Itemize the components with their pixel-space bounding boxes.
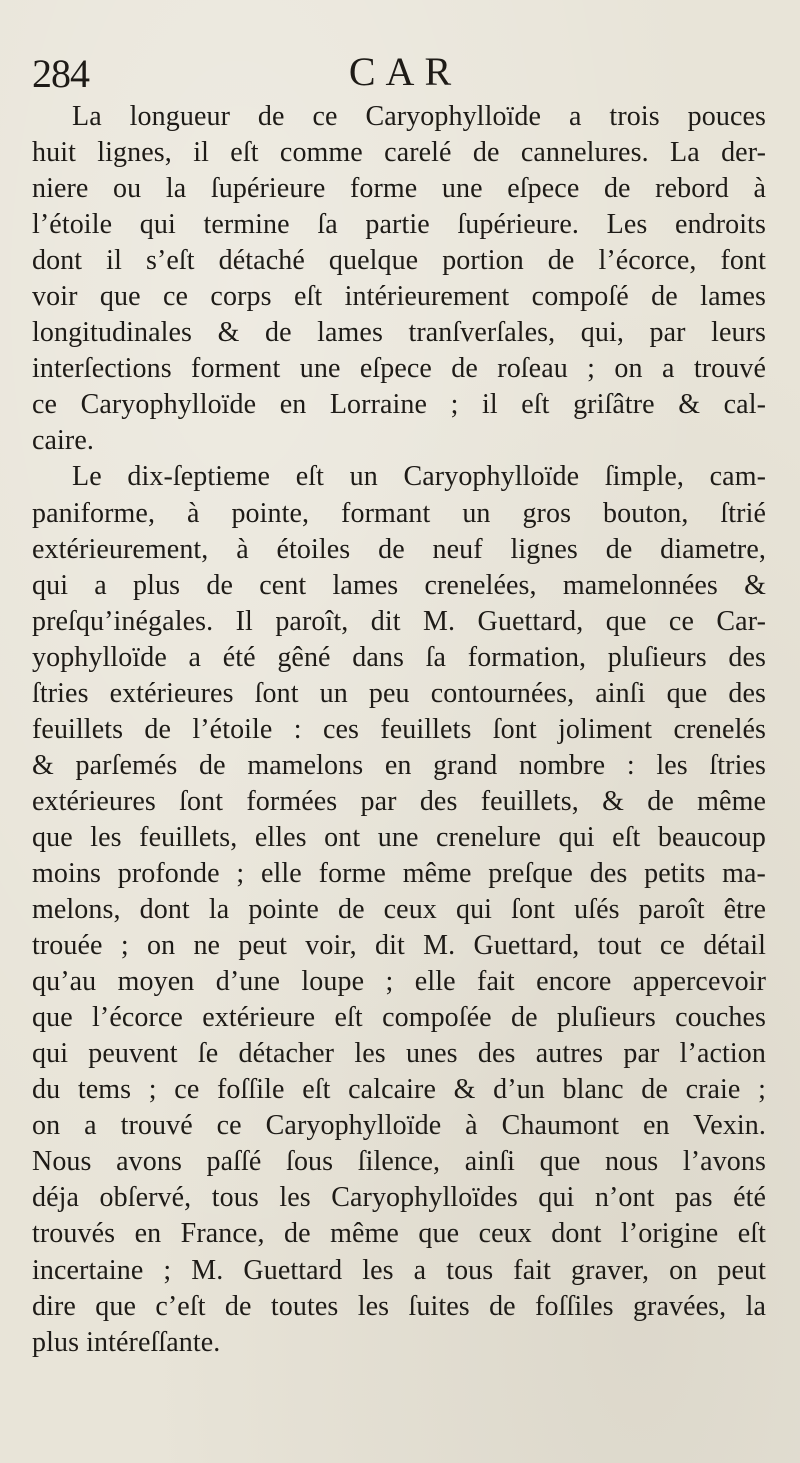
text-line: La longueur de ce Caryophylloïde a trois pouces — [72, 101, 766, 132]
text-line: trouée ; on ne peut voir, dit M. Guettard, tout ce détail — [32, 930, 766, 962]
text-line: du tems ; ce foſſile eſt calcaire & d’un blanc de craie ; — [32, 1074, 766, 1106]
text-line: moins profonde ; elle forme même preſque des petits ma- — [32, 857, 766, 889]
text-line: dont il s’eſt détaché quelque portion de l’écorce, font — [32, 245, 766, 277]
text-line: preſqu’inégales. Il paroît, dit M. Guettard, que ce Car- — [32, 605, 766, 637]
text-line: & parſemés de mamelons en grand nombre : les ſtries — [32, 749, 766, 781]
text-line: niere ou la ſupérieure forme une eſpece de rebord à — [32, 173, 766, 205]
text-line: yophylloïde a été gêné dans ſa formation, pluſieurs des — [32, 641, 766, 673]
text-line: feuillets de l’étoile : ces feuillets ſont joliment crenelés — [32, 713, 766, 745]
text-line: trouvés en France, de même que ceux dont l’origine eſt — [32, 1218, 766, 1250]
text-line: qui peuvent ſe détacher les unes des autres par l’action — [32, 1038, 766, 1070]
text-line: Le dix-ſeptieme eſt un Caryophylloïde ſimple, cam- — [72, 461, 766, 493]
text-line: qu’au moyen d’une loupe ; elle fait encore appercevoir — [32, 966, 766, 998]
text-line: incertaine ; M. Guettard les a tous fait graver, on peut — [32, 1254, 766, 1286]
page-number: 284 — [32, 51, 89, 96]
text-line: caire. — [32, 425, 94, 457]
text-line: qui a plus de cent lames crenelées, mamelonnées & — [32, 569, 766, 601]
text-line: voir que ce corps eſt intérieurement compoſé de lames — [32, 281, 766, 313]
text-line: l’étoile qui termine ſa partie ſupérieure. Les endroits — [32, 209, 766, 241]
body-text — [32, 99, 766, 1361]
text-line: ce Caryophylloïde en Lorraine ; il eſt griſâtre & cal- — [32, 389, 766, 421]
text-line: extérieurement, à étoiles de neuf lignes de diametre, — [32, 533, 766, 565]
text-line: longitudinales & de lames tranſverſales, qui, par leurs — [32, 317, 766, 349]
text-line: on a trouvé ce Caryophylloïde à Chaumont en Vexin. — [32, 1110, 766, 1142]
text-line: déja obſervé, tous les Caryophylloïdes qui n’ont pas été — [32, 1182, 766, 1214]
text-line: huit lignes, il eſt comme carelé de cannelures. La der- — [32, 137, 766, 169]
text-line: melons, dont la pointe de ceux qui ſont uſés paroît être — [32, 894, 766, 926]
text-line: plus intéreſſante. — [32, 1326, 221, 1358]
text-line: extérieures ſont formées par des feuillets, & de même — [32, 785, 766, 817]
text-line: que les feuillets, elles ont une crenelure qui eſt beaucoup — [32, 821, 766, 853]
text-line: interſections forment une eſpece de roſeau ; on a trouvé — [32, 353, 766, 385]
running-head: CAR — [348, 49, 462, 94]
text-line: Nous avons paſſé ſous ſilence, ainſi que nous l’avons — [32, 1146, 766, 1178]
text-line: ſtries extérieures ſont un peu contournées, ainſi que des — [32, 677, 766, 709]
text-line: dire que c’eſt de toutes les ſuites de foſſiles gravées, la — [32, 1290, 766, 1322]
page-header — [30, 48, 770, 100]
text-line: que l’écorce extérieure eſt compoſée de pluſieurs couches — [32, 1002, 766, 1034]
text-line: paniforme, à pointe, formant un gros bouton, ſtrié — [32, 497, 766, 529]
